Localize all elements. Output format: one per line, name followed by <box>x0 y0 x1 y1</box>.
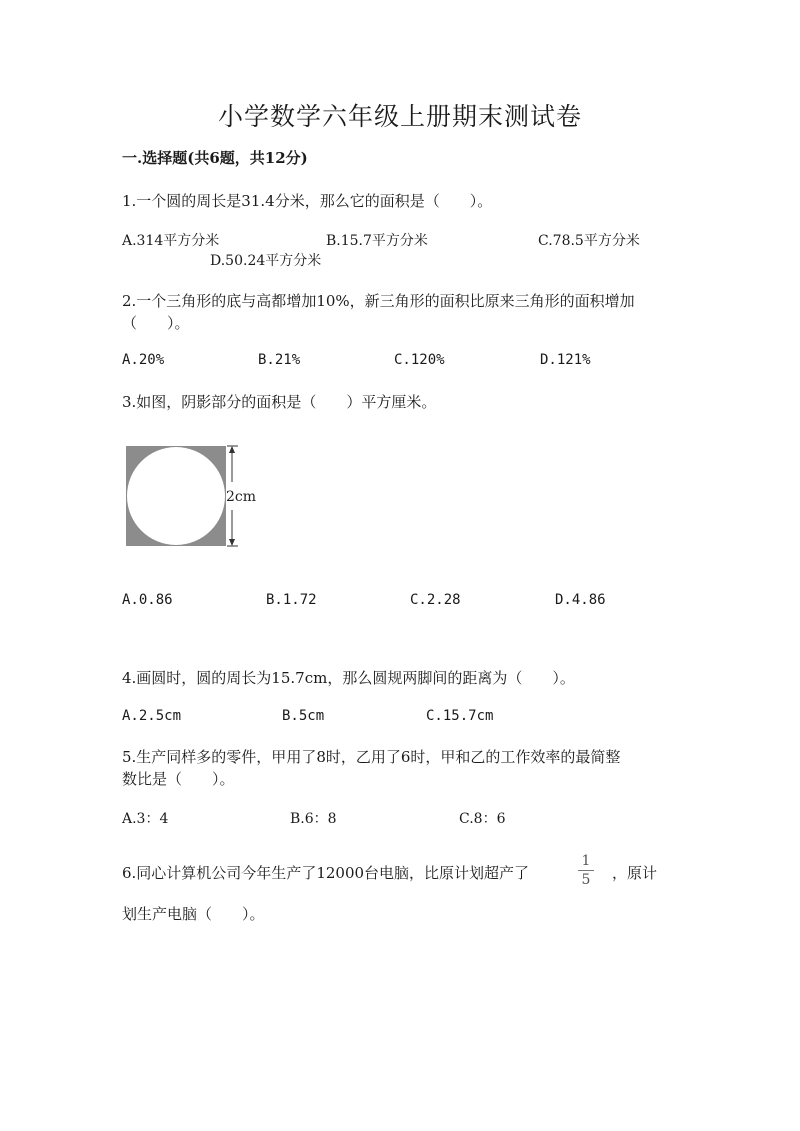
question-3-option-d: D.4.86 <box>555 592 606 608</box>
question-3-option-b: B.1.72 <box>266 592 317 608</box>
question-1-option-c: C.78.5平方分米 <box>538 233 640 249</box>
question-2-option-b: B.21% <box>258 352 301 368</box>
question-1-option-b: B.15.7平方分米 <box>326 233 428 249</box>
fraction-bar <box>578 870 594 871</box>
question-2-stem-line-2: （ ）。 <box>122 314 190 332</box>
figure-dimension-label: 2cm <box>226 489 257 505</box>
question-1-stem: 1.一个圆的周长是31.4分米，那么它的面积是（ ）。 <box>122 192 493 210</box>
question-4-option-c: C.15.7cm <box>426 708 494 724</box>
shaded-square-figure <box>122 442 272 552</box>
dimension-arrow-up-icon <box>229 446 235 453</box>
question-4-option-b: B.5cm <box>282 708 325 724</box>
question-3-figure <box>122 442 272 556</box>
fraction-numerator: 1 <box>581 853 591 869</box>
question-4-stem: 4.画圆时，圆的周长为15.7cm，那么圆规两脚间的距离为（ ）。 <box>122 669 575 687</box>
question-2-option-d: D.121% <box>540 352 591 368</box>
question-2-option-c: C.120% <box>394 352 445 368</box>
question-2-option-a: A.20% <box>122 352 165 368</box>
question-6-stem-part-1: 6.同心计算机公司今年生产了12000台电脑，比原计划超产了 <box>122 864 530 882</box>
question-6-fraction <box>574 853 598 888</box>
question-2-stem-line-1: 2.一个三角形的底与高都增加10%，新三角形的面积比原来三角形的面积增加 <box>122 292 635 310</box>
question-3-option-c: C.2.28 <box>410 592 461 608</box>
question-6-stem-part-2: ，原计 <box>612 864 658 882</box>
question-6-stem-line-2: 划生产电脑（ ）。 <box>122 905 265 923</box>
question-5-stem-line-2: 数比是（ ）。 <box>122 770 235 788</box>
question-5-option-a: A.3：4 <box>122 811 169 827</box>
inscribed-circle <box>127 447 225 545</box>
question-3-option-a: A.0.86 <box>122 592 173 608</box>
question-5-option-c: C.8：6 <box>459 811 506 827</box>
section-heading: 一.选择题(共6题，共12分) <box>122 149 308 167</box>
question-5-option-b: B.6：8 <box>290 811 337 827</box>
question-5-stem-line-1: 5.生产同样多的零件，甲用了8时，乙用了6时，甲和乙的工作效率的最简整 <box>122 748 621 766</box>
fraction-denominator: 5 <box>581 872 591 888</box>
dimension-arrow-down-icon <box>229 539 235 546</box>
question-1-option-d: D.50.24平方分米 <box>210 253 322 269</box>
question-1-option-a: A.314平方分米 <box>122 233 220 249</box>
question-4-option-a: A.2.5cm <box>122 708 182 724</box>
question-3-stem: 3.如图，阴影部分的面积是（ ）平方厘米。 <box>122 393 437 411</box>
page-title: 小学数学六年级上册期末测试卷 <box>217 102 582 131</box>
